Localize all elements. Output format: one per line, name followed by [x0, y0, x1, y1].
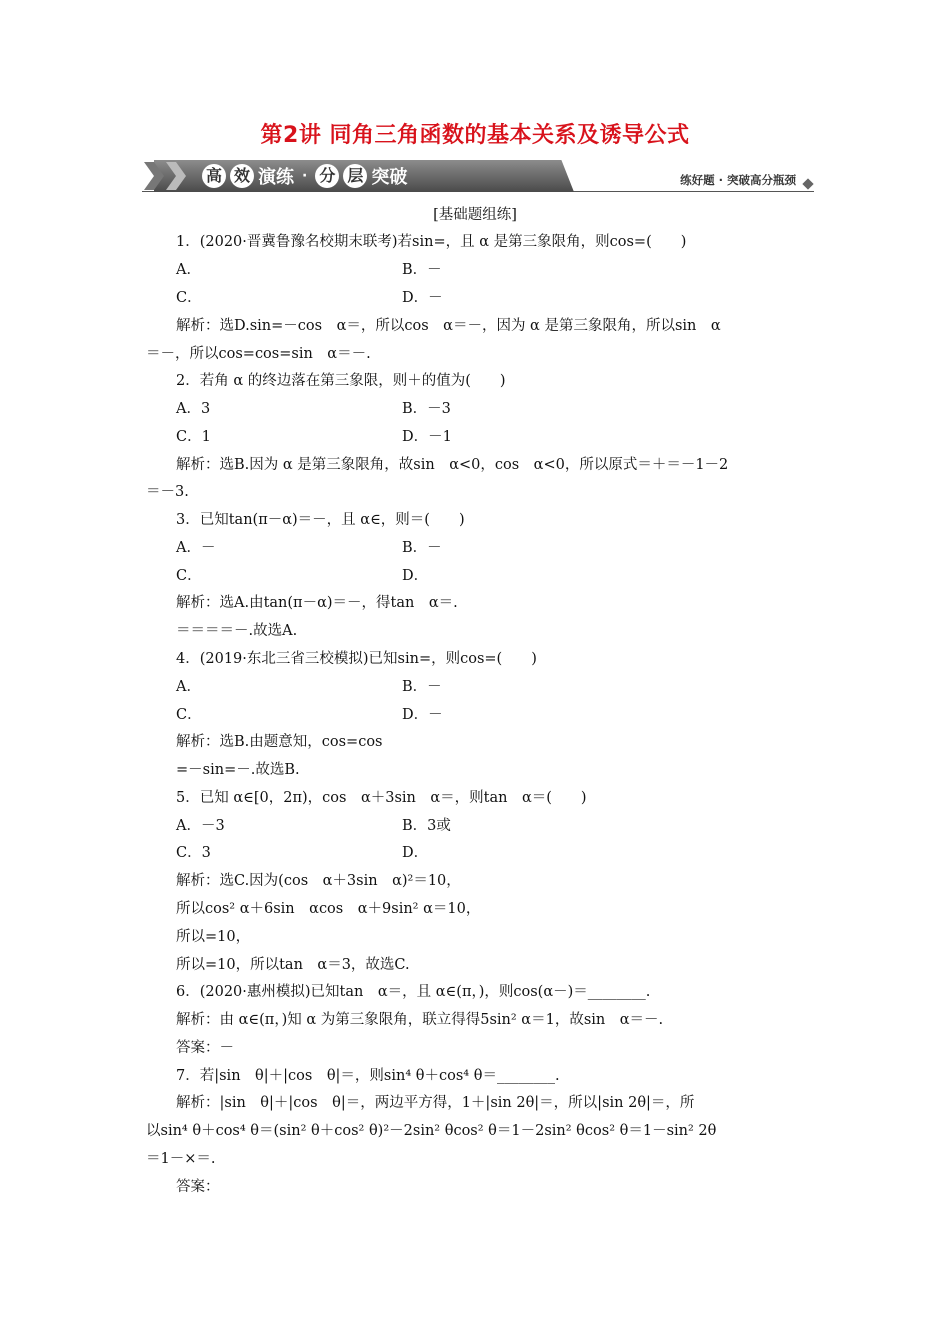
- question-line: 4．(2019·东北三省三校模拟)已知sin=，则cos=( ): [176, 651, 537, 667]
- option-b: B．－: [402, 540, 442, 556]
- option-c: C．: [176, 707, 202, 723]
- section-banner: [142, 158, 814, 198]
- option-c: C．: [176, 568, 202, 584]
- banner-char-xiao: 效: [230, 164, 254, 188]
- option-b: B．－: [402, 262, 442, 278]
- page-title: 第2讲 同角三角函数的基本关系及诱导公式: [260, 123, 690, 148]
- solution-line: 所以cos² α＋6sin αcos α＋9sin² α＝10，: [176, 901, 481, 917]
- option-c: C．3: [176, 845, 211, 861]
- option-b: B．3或: [402, 818, 451, 834]
- solution-line: 解析：选A.由tan(π－α)＝－，得tan α＝.: [176, 595, 458, 611]
- option-a: A．－3: [176, 818, 225, 834]
- solution-line: 以sin⁴ θ＋cos⁴ θ＝(sin² θ＋cos² θ)²－2sin² θcos² θ＝1－2sin² θcos² θ＝1－sin² 2θ: [146, 1123, 717, 1139]
- banner-heading: [200, 164, 409, 188]
- banner-char-gao: 高: [202, 164, 226, 188]
- question-line: 2．若角 α 的终边落在第三象限，则＋的值为( ): [176, 373, 506, 389]
- question-line: 5．已知 α∈[0，2π)，cos α＋3sin α＝，则tan α＝( ): [176, 790, 587, 806]
- diamond-icon: [802, 178, 813, 189]
- solution-line: ＝－，所以cos=cos=sin α＝－.: [146, 346, 371, 362]
- solution-line: 所以=10，所以tan α＝3，故选C.: [176, 957, 410, 973]
- solution-line: 解析：选B.由题意知，cos=cos: [176, 734, 383, 750]
- option-a: A．: [176, 262, 201, 278]
- banner-dot: ·: [302, 168, 308, 184]
- option-c: C．: [176, 290, 202, 306]
- option-c: C．1: [176, 429, 211, 445]
- banner-char-fen: 分: [315, 164, 339, 188]
- solution-line: 解析：由 α∈(π，)知 α 为第三象限角，联立得得5sin² α＝1，故sin α＝－.: [176, 1012, 664, 1028]
- solution-line: 解析：|sin θ|＋|cos θ|＝，两边平方得，1＋|sin 2θ|＝，所以|sin 2θ|＝，所: [176, 1095, 695, 1111]
- section-label: [基础题组练]: [433, 207, 517, 223]
- question-line: 6．(2020·惠州模拟)已知tan α＝，且 α∈(π，)，则cos(α－)＝________.: [176, 984, 651, 1000]
- banner-char-yanlian: 演练: [258, 167, 294, 188]
- banner-char-tupo: 突破: [371, 167, 408, 188]
- option-d: D．: [402, 845, 429, 861]
- question-line: 1．(2020·晋冀鲁豫名校期末联考)若sin=，且 α 是第三象限角，则cos=( ): [176, 234, 687, 250]
- option-a: A．－: [176, 540, 216, 556]
- option-d: D．－: [402, 707, 443, 723]
- solution-line: =－sin=－.故选B.: [176, 762, 300, 778]
- answer-line: 答案：: [176, 1179, 220, 1195]
- solution-line: ＝1－×＝.: [146, 1151, 216, 1167]
- question-line: 3．已知tan(π－α)＝－，且 α∈，则＝( ): [176, 512, 465, 528]
- banner-tagline: 练好题 · 突破高分瓶颈: [680, 173, 796, 187]
- question-line: 7．若|sin θ|＋|cos θ|＝，则sin⁴ θ＋cos⁴ θ＝________.: [176, 1068, 560, 1084]
- option-d: D．－1: [402, 429, 452, 445]
- chevron-right-icon: [164, 162, 186, 190]
- chevron-right-icon: [142, 162, 164, 190]
- solution-line: 所以=10，: [176, 929, 251, 945]
- option-a: A．3: [176, 401, 211, 417]
- solution-line: ＝－3.: [146, 484, 189, 500]
- solution-line: 解析：选D.sin=－cos α＝，所以cos α＝－，因为 α 是第三象限角，所以sin α: [176, 318, 721, 334]
- option-d: D．: [402, 568, 429, 584]
- solution-line: ＝＝＝＝－.故选A.: [176, 623, 298, 639]
- banner-char-ceng: 层: [343, 164, 367, 188]
- option-b: B．－3: [402, 401, 451, 417]
- option-b: B．－: [402, 679, 442, 695]
- option-a: A．: [176, 679, 201, 695]
- option-d: D．－: [402, 290, 443, 306]
- answer-line: 答案：－: [176, 1040, 234, 1056]
- solution-line: 解析：选C.因为(cos α＋3sin α)²＝10，: [176, 873, 461, 889]
- solution-line: 解析：选B.因为 α 是第三象限角，故sin α<0，cos α<0，所以原式＝＋＝－1－2: [176, 457, 729, 473]
